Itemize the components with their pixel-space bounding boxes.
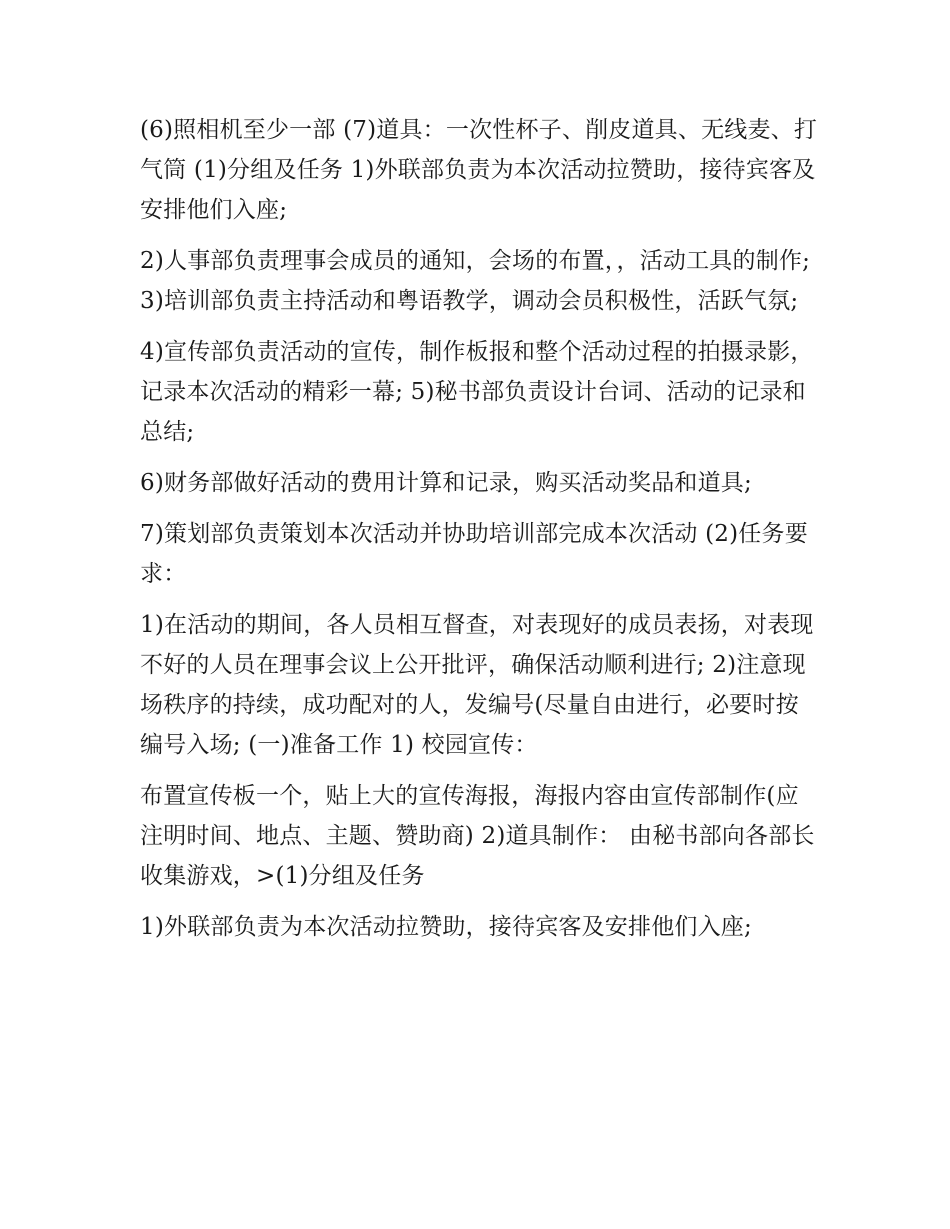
paragraph-4: 6)财务部做好活动的费用计算和记录，购买活动奖品和道具; [140,470,752,496]
paragraph-5: 7)策划部负责策划本次活动并协助培训部完成本次活动 (2)任务要求： [140,521,808,587]
paragraph-7: 布置宣传板一个，贴上大的宣传海报，海报内容由宣传部制作(应注明时间、地点、主题、赞助商) 2)道具制作： 由秘书部向各部长收集游戏，>(1)分组及任务 [140,783,815,889]
paragraph-3: 4)宣传部负责活动的宣传，制作板报和整个活动过程的拍摄录影，记录本次活动的精彩一幕; 5)秘书部负责设计台词、活动的记录和总结; [140,339,814,445]
paragraph-8: 1)外联部负责为本次活动拉赞助，接待宾客及安排他们入座; [140,914,752,940]
paragraph-2: 2)人事部负责理事会成员的通知，会场的布置，，活动工具的制作; 3)培训部负责主持活动和粤语教学，调动会员积极性，活跃气氛; [140,248,811,314]
paragraph-1: (6)照相机至少一部 (7)道具：一次性杯子、削皮道具、无线麦、打气筒 (1)分组及任务 1)外联部负责为本次活动拉赞助，接待宾客及安排他们入座; [140,117,818,223]
document-body [140,110,820,958]
paragraph-6: 1)在活动的期间，各人员相互督查，对表现好的成员表扬，对表现不好的人员在理事会议上公开批评，确保活动顺利进行; 2)注意现场秩序的持续，成功配对的人，发编号(尽量自由进行，必要时按编号入场; (一)准备工作 1) 校园宣传： [140,612,814,758]
